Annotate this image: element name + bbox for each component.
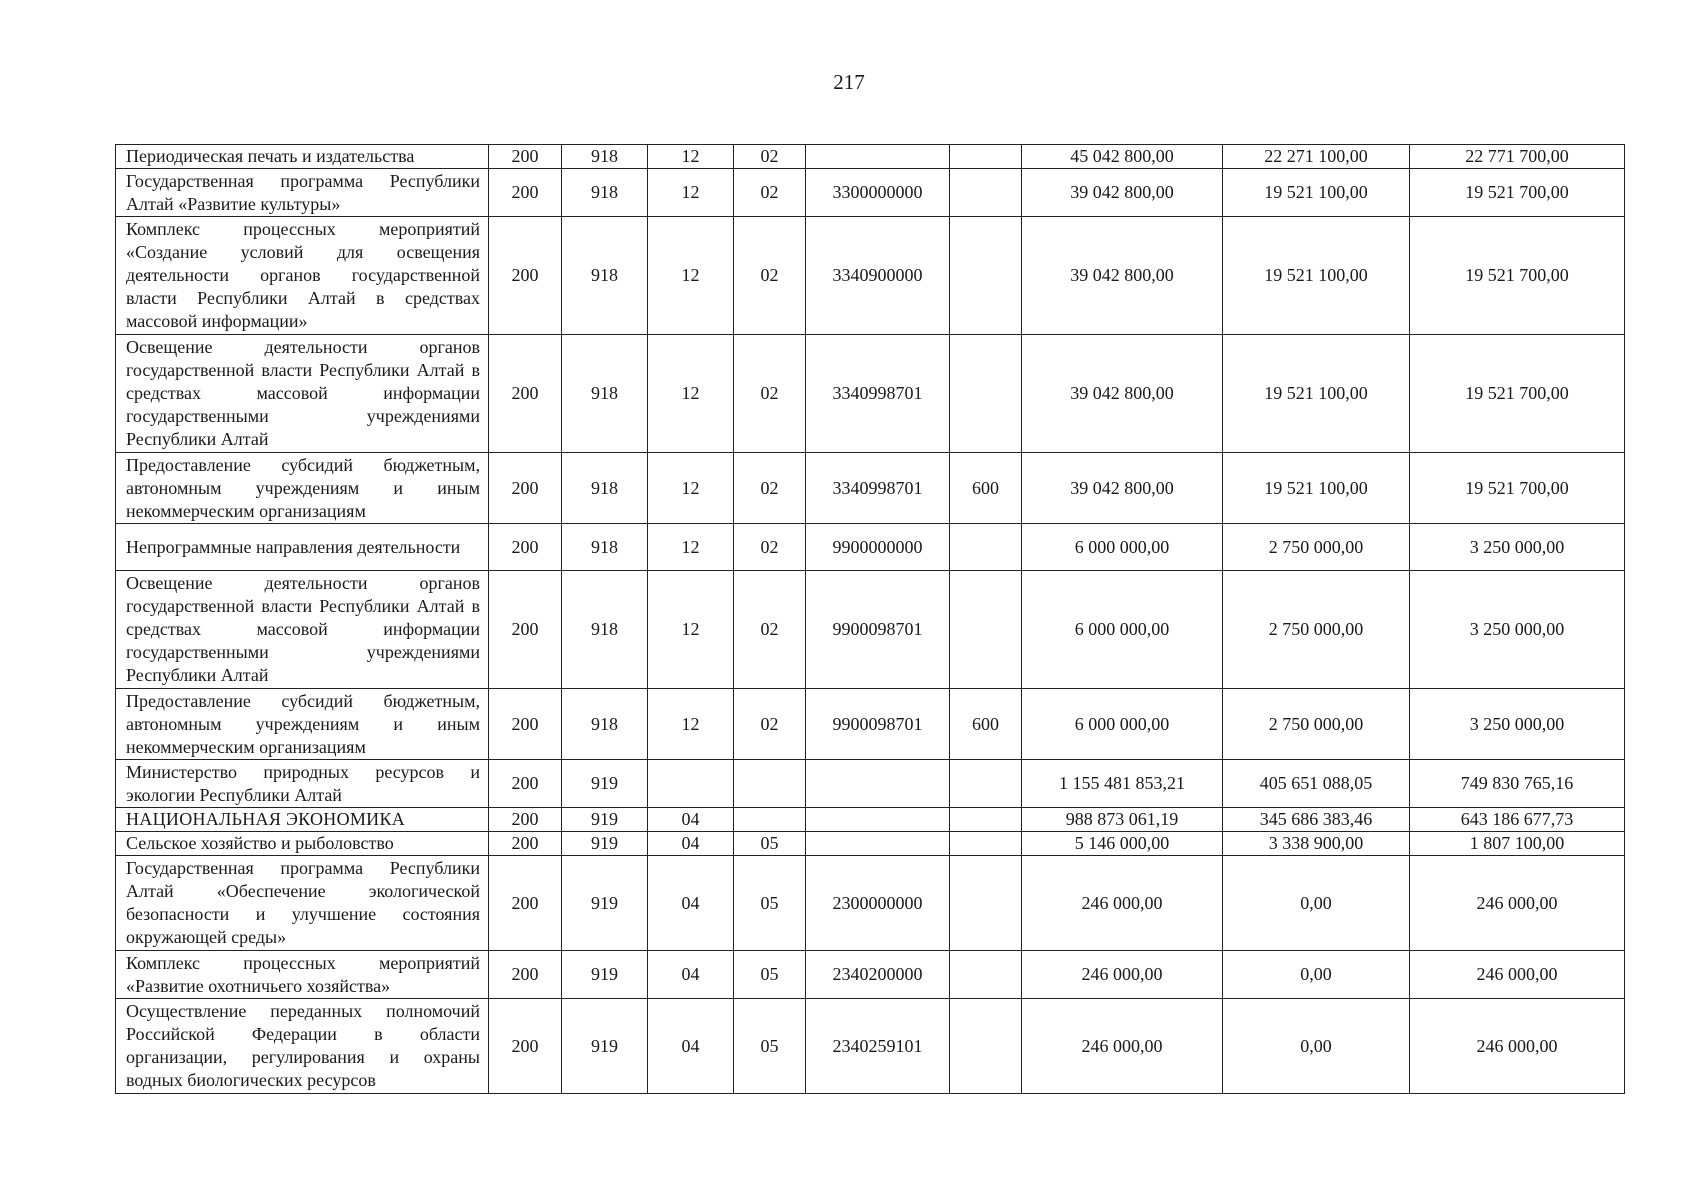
cell-target xyxy=(806,808,950,832)
row-name: Министерство природных ресурсов и экологии Республики Алтай xyxy=(116,760,489,808)
cell-section: 04 xyxy=(648,808,734,832)
cell-target xyxy=(806,145,950,169)
cell-amount-1: 45 042 800,00 xyxy=(1022,145,1223,169)
cell-amount-2: 19 521 100,00 xyxy=(1223,169,1410,217)
cell-code: 200 xyxy=(489,999,562,1094)
cell-amount-3: 246 000,00 xyxy=(1410,999,1625,1094)
cell-code: 200 xyxy=(489,453,562,524)
row-name: Периодическая печать и издательства xyxy=(116,145,489,169)
cell-amount-2: 0,00 xyxy=(1223,951,1410,999)
cell-amount-2: 22 271 100,00 xyxy=(1223,145,1410,169)
cell-amount-2: 345 686 383,46 xyxy=(1223,808,1410,832)
row-name: Непрограммные направления деятельности xyxy=(116,524,489,571)
cell-target: 9900098701 xyxy=(806,571,950,689)
row-name: Осуществление переданных полномочий Российской Федерации в области организации, регулирования и охраны водных биологических ресурсов xyxy=(116,999,489,1094)
cell-expense-type xyxy=(950,832,1022,856)
page-number: 217 xyxy=(833,70,865,94)
cell-amount-1: 246 000,00 xyxy=(1022,999,1223,1094)
cell-code: 200 xyxy=(489,760,562,808)
cell-ministry: 918 xyxy=(562,217,648,335)
row-name: Государственная программа Республики Алтай «Обеспечение экологической безопасности и улучшение состояния окружающей среды» xyxy=(116,856,489,951)
cell-amount-1: 246 000,00 xyxy=(1022,951,1223,999)
table-row xyxy=(116,571,1625,689)
cell-amount-1: 1 155 481 853,21 xyxy=(1022,760,1223,808)
table-row xyxy=(116,524,1625,571)
cell-amount-2: 2 750 000,00 xyxy=(1223,571,1410,689)
cell-ministry: 918 xyxy=(562,524,648,571)
cell-section: 12 xyxy=(648,571,734,689)
cell-subsection: 02 xyxy=(734,335,806,453)
table-row xyxy=(116,999,1625,1094)
cell-expense-type xyxy=(950,524,1022,571)
row-name: НАЦИОНАЛЬНАЯ ЭКОНОМИКА xyxy=(116,808,489,832)
row-name: Сельское хозяйство и рыболовство xyxy=(116,832,489,856)
cell-expense-type xyxy=(950,760,1022,808)
cell-amount-3: 19 521 700,00 xyxy=(1410,335,1625,453)
cell-target xyxy=(806,760,950,808)
cell-amount-2: 0,00 xyxy=(1223,856,1410,951)
table-row xyxy=(116,832,1625,856)
cell-amount-1: 6 000 000,00 xyxy=(1022,689,1223,760)
cell-ministry: 918 xyxy=(562,145,648,169)
table-row xyxy=(116,856,1625,951)
cell-amount-3: 3 250 000,00 xyxy=(1410,524,1625,571)
cell-expense-type: 600 xyxy=(950,453,1022,524)
table-row xyxy=(116,335,1625,453)
cell-subsection: 02 xyxy=(734,524,806,571)
cell-amount-1: 39 042 800,00 xyxy=(1022,169,1223,217)
cell-expense-type: 600 xyxy=(950,689,1022,760)
cell-code: 200 xyxy=(489,832,562,856)
cell-amount-1: 6 000 000,00 xyxy=(1022,571,1223,689)
cell-code: 200 xyxy=(489,571,562,689)
cell-ministry: 919 xyxy=(562,856,648,951)
cell-target xyxy=(806,832,950,856)
cell-section: 12 xyxy=(648,524,734,571)
cell-amount-3: 1 807 100,00 xyxy=(1410,832,1625,856)
cell-expense-type xyxy=(950,808,1022,832)
cell-expense-type xyxy=(950,335,1022,453)
cell-ministry: 918 xyxy=(562,453,648,524)
cell-code: 200 xyxy=(489,169,562,217)
budget-table xyxy=(115,144,1625,1094)
row-name: Освещение деятельности органов государственной власти Республики Алтай в средствах массовой информации государственными учреждениями Республики Алтай xyxy=(116,571,489,689)
cell-section: 04 xyxy=(648,856,734,951)
cell-expense-type xyxy=(950,856,1022,951)
cell-amount-1: 39 042 800,00 xyxy=(1022,217,1223,335)
cell-section: 12 xyxy=(648,217,734,335)
table-row xyxy=(116,689,1625,760)
cell-amount-3: 643 186 677,73 xyxy=(1410,808,1625,832)
cell-expense-type xyxy=(950,951,1022,999)
cell-amount-1: 246 000,00 xyxy=(1022,856,1223,951)
cell-code: 200 xyxy=(489,856,562,951)
cell-subsection: 02 xyxy=(734,571,806,689)
cell-ministry: 918 xyxy=(562,335,648,453)
cell-target: 2300000000 xyxy=(806,856,950,951)
cell-expense-type xyxy=(950,145,1022,169)
row-name: Предоставление субсидий бюджетным, автономным учреждениям и иным некоммерческим организациям xyxy=(116,689,489,760)
cell-subsection: 05 xyxy=(734,832,806,856)
cell-amount-3: 19 521 700,00 xyxy=(1410,169,1625,217)
cell-amount-1: 39 042 800,00 xyxy=(1022,335,1223,453)
cell-amount-1: 6 000 000,00 xyxy=(1022,524,1223,571)
cell-target: 2340259101 xyxy=(806,999,950,1094)
cell-subsection: 05 xyxy=(734,856,806,951)
cell-subsection: 02 xyxy=(734,145,806,169)
cell-expense-type xyxy=(950,217,1022,335)
cell-amount-1: 5 146 000,00 xyxy=(1022,832,1223,856)
cell-section: 12 xyxy=(648,689,734,760)
table-row xyxy=(116,145,1625,169)
cell-section: 12 xyxy=(648,335,734,453)
cell-subsection: 05 xyxy=(734,999,806,1094)
cell-subsection: 02 xyxy=(734,689,806,760)
cell-code: 200 xyxy=(489,951,562,999)
cell-ministry: 919 xyxy=(562,999,648,1094)
cell-target: 9900000000 xyxy=(806,524,950,571)
cell-code: 200 xyxy=(489,335,562,453)
cell-amount-3: 3 250 000,00 xyxy=(1410,689,1625,760)
cell-amount-3: 19 521 700,00 xyxy=(1410,217,1625,335)
cell-amount-2: 2 750 000,00 xyxy=(1223,524,1410,571)
cell-subsection: 02 xyxy=(734,169,806,217)
cell-target: 3300000000 xyxy=(806,169,950,217)
cell-subsection xyxy=(734,808,806,832)
cell-amount-2: 19 521 100,00 xyxy=(1223,453,1410,524)
cell-section: 12 xyxy=(648,145,734,169)
cell-code: 200 xyxy=(489,217,562,335)
cell-code: 200 xyxy=(489,524,562,571)
table-row xyxy=(116,951,1625,999)
cell-ministry: 919 xyxy=(562,808,648,832)
cell-ministry: 918 xyxy=(562,571,648,689)
cell-section: 04 xyxy=(648,951,734,999)
cell-subsection xyxy=(734,760,806,808)
cell-target: 3340998701 xyxy=(806,453,950,524)
cell-amount-2: 19 521 100,00 xyxy=(1223,217,1410,335)
cell-amount-3: 3 250 000,00 xyxy=(1410,571,1625,689)
cell-ministry: 918 xyxy=(562,169,648,217)
cell-amount-2: 2 750 000,00 xyxy=(1223,689,1410,760)
cell-amount-1: 988 873 061,19 xyxy=(1022,808,1223,832)
cell-amount-3: 246 000,00 xyxy=(1410,951,1625,999)
row-name: Комплекс процессных мероприятий «Развитие охотничьего хозяйства» xyxy=(116,951,489,999)
cell-amount-3: 22 771 700,00 xyxy=(1410,145,1625,169)
cell-section: 04 xyxy=(648,832,734,856)
cell-amount-2: 19 521 100,00 xyxy=(1223,335,1410,453)
cell-subsection: 05 xyxy=(734,951,806,999)
cell-expense-type xyxy=(950,571,1022,689)
cell-target: 3340900000 xyxy=(806,217,950,335)
cell-ministry: 919 xyxy=(562,760,648,808)
cell-expense-type xyxy=(950,999,1022,1094)
cell-amount-3: 19 521 700,00 xyxy=(1410,453,1625,524)
cell-amount-2: 0,00 xyxy=(1223,999,1410,1094)
cell-amount-1: 39 042 800,00 xyxy=(1022,453,1223,524)
row-name: Комплекс процессных мероприятий «Создание условий для освещения деятельности органов государственной власти Республики Алтай в средствах массовой информации» xyxy=(116,217,489,335)
cell-code: 200 xyxy=(489,689,562,760)
cell-target: 9900098701 xyxy=(806,689,950,760)
cell-subsection: 02 xyxy=(734,453,806,524)
cell-target: 2340200000 xyxy=(806,951,950,999)
table-row xyxy=(116,453,1625,524)
cell-target: 3340998701 xyxy=(806,335,950,453)
cell-amount-2: 3 338 900,00 xyxy=(1223,832,1410,856)
row-name: Освещение деятельности органов государственной власти Республики Алтай в средствах массовой информации государственными учреждениями Республики Алтай xyxy=(116,335,489,453)
cell-amount-3: 246 000,00 xyxy=(1410,856,1625,951)
table-row xyxy=(116,217,1625,335)
cell-section xyxy=(648,760,734,808)
cell-code: 200 xyxy=(489,145,562,169)
cell-section: 04 xyxy=(648,999,734,1094)
table-row xyxy=(116,169,1625,217)
cell-ministry: 919 xyxy=(562,832,648,856)
cell-amount-3: 749 830 765,16 xyxy=(1410,760,1625,808)
cell-section: 12 xyxy=(648,169,734,217)
cell-ministry: 918 xyxy=(562,689,648,760)
cell-ministry: 919 xyxy=(562,951,648,999)
row-name: Государственная программа Республики Алтай «Развитие культуры» xyxy=(116,169,489,217)
cell-amount-2: 405 651 088,05 xyxy=(1223,760,1410,808)
table-row xyxy=(116,808,1625,832)
cell-section: 12 xyxy=(648,453,734,524)
table-row xyxy=(116,760,1625,808)
cell-subsection: 02 xyxy=(734,217,806,335)
cell-code: 200 xyxy=(489,808,562,832)
row-name: Предоставление субсидий бюджетным, автономным учреждениям и иным некоммерческим организациям xyxy=(116,453,489,524)
cell-expense-type xyxy=(950,169,1022,217)
